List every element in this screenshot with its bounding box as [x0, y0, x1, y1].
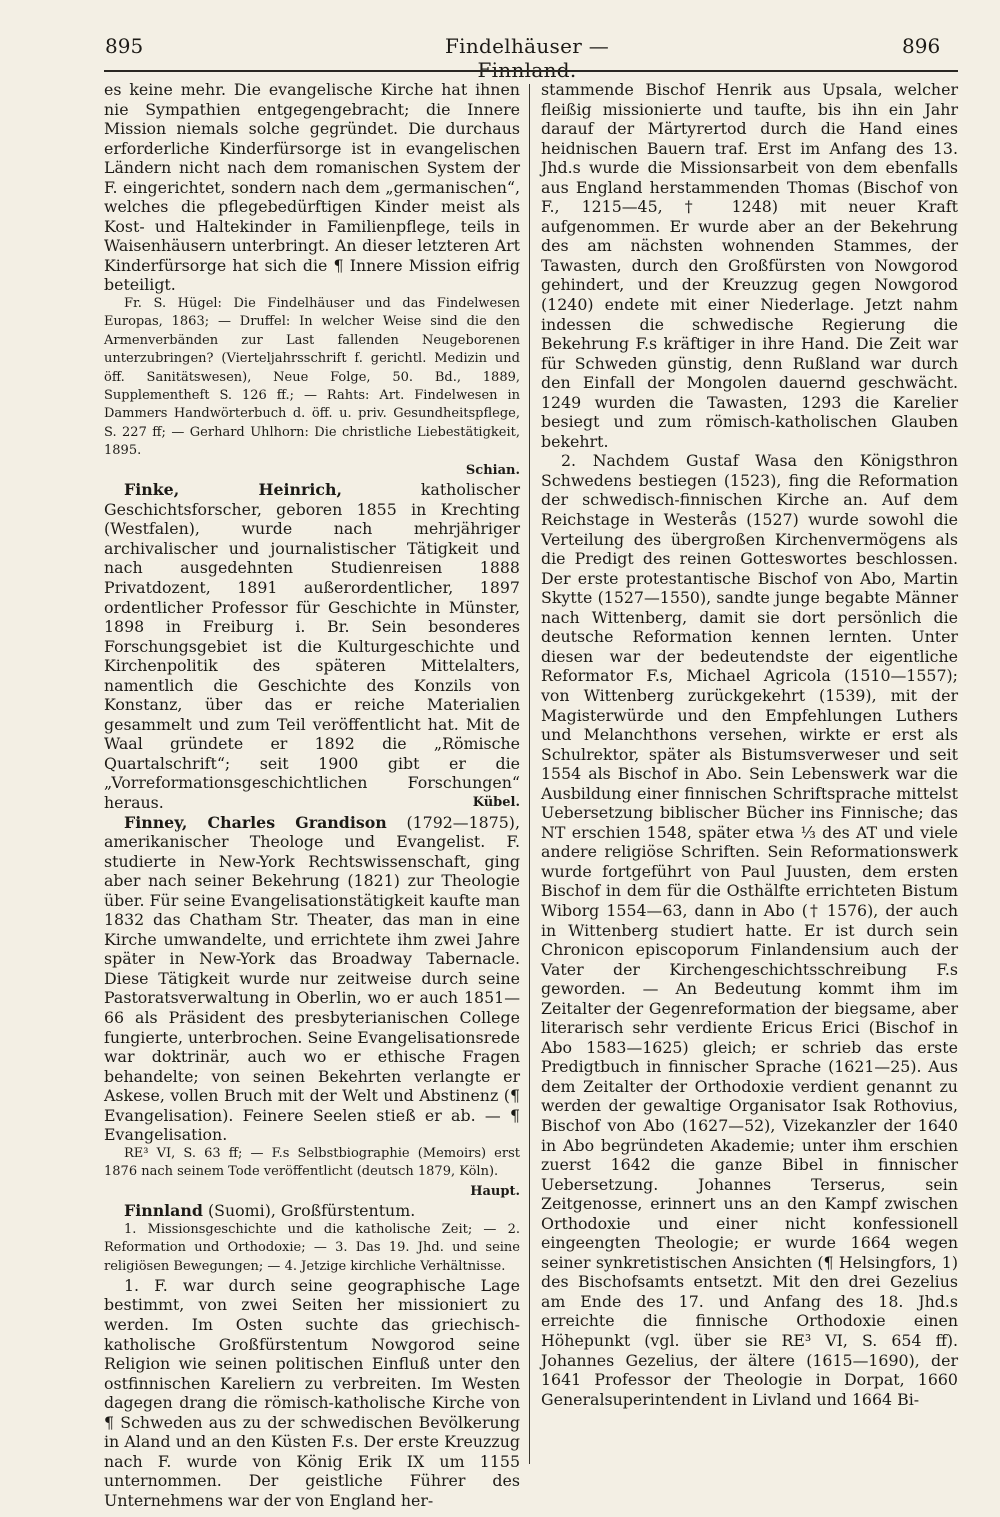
page-number-left: 895 — [105, 34, 144, 58]
literature-note: RE³ VI, S. 63 ff; — F.s Selbstbiographie (Memoirs) erst 1876 nach seinem Tode veröffentlicht (deutsch 1879, Köln). — [104, 1145, 520, 1180]
paragraph: 1. F. war durch seine geographische Lage bestimmt, von zwei Seiten her missioniert zu werden. Im Osten suchte das griechisch-katholische Großfürstentum Nowgorod seine Religion wie seinen politischen Einfluß unter den ostfinnischen Kareliern zu verbreiten. Im Westen dagegen drang die römisch-katholische Kirche von ¶ Schweden aus zu der schwedischen Bevölkerung in Aland und an den Küsten F.s. Der erste Kreuzzug nach F. wurde von König Erik IX um 1155 unternommen. Der geistliche Führer des Unternehmens war der von England her- — [104, 1275, 520, 1510]
entry-text: (1792—1875), amerikanischer Theologe und Evangelist. F. studierte in New-York Rechtswissenschaft, ging aber nach seiner Bekehrung (1821) zur Theologie über. Für seine Evangelisationstätigkeit kaufte man 1832 das Chatham Str. Theater, das man in eine Kirche umwandelte, und errichtete ihm zwei Jahre später in New-York das Broadway Tabernacle. Diese Tätigkeit wurde nur zeitweise durch seine Pastoratsverwaltung in Oberlin, wo er auch 1851—66 als Präsident des presbyterianischen College fungierte, unterbrochen. Seine Evangelisationsrede war doktrinär, auch wo er ethische Fragen behandelte; von seinen Bekehrten verlangte er Askese, vollen Bruch mit der Welt und Abstinenz (¶ Evangelisation). Feinere Seelen stieß er ab. — ¶ Evangelisation. — [104, 812, 520, 1145]
entry-finnland-heading — [104, 1201, 520, 1221]
entry-heading: Finney, Charles Grandison — [124, 812, 387, 832]
paragraph: es keine mehr. Die evangelische Kirche hat ihnen nie Sympathien entgegengebracht; die Innere Mission niemals solche gegründet. Die durchaus erforderliche Kinderfürsorge ist in evangelischen Ländern nicht nach dem romanischen System der F. eingerichtet, sondern nach dem „germanischen“, welches die pflegebedürftigen Kinder meist als Kost- und Haltekinder in Familienpflege, teils in Waisenhäusern unterbringt. An dieser letzteren Art Kinderfürsorge hat sich die ¶ Innere Mission eifrig beteiligt. — [104, 80, 520, 295]
page-number-right: 896 — [902, 34, 941, 58]
author-signature: Kübel. — [472, 794, 520, 810]
author-signature: Haupt. — [470, 1183, 520, 1199]
entry-finke — [104, 480, 520, 812]
entry-heading: Finke, Heinrich, — [124, 480, 342, 500]
author-signature: Schian. — [465, 462, 520, 478]
running-header — [0, 34, 1000, 82]
table-of-contents: 1. Missionsgeschichte und die katholische Zeit; — 2. Reformation und Orthodoxie; — 3. Das 19. Jhd. und seine religiösen Bewegungen; — 4. Jetzige kirchliche Verhältnisse. — [104, 1221, 520, 1274]
running-title: Findelhäuser — Finnland. — [444, 34, 610, 82]
paragraph: 2. Nachdem Gustaf Wasa den Königsthron Schwedens bestiegen (1523), fing die Reformation der schwedisch-finnischen Kirche an. Auf dem Reichstage in Westerås (1527) wurde sowohl die Verteilung des übergroßen Kirchenvermögens als die Predigt des reinen Gotteswortes beschlossen. Der erste protestantische Bischof von Abo, Martin Skytte (1527—1550), sandte junge begabte Männer nach Wittenberg, damit sie dort persönlich die deutsche Reformation kennen lernten. Unter diesen war der bedeutendste der eigentliche Reformator F.s, Michael Agricola (1510—1557); von Wittenberg zurückgekehrt (1539), mit der Magisterwürde und den Empfehlungen Luthers und Melanchthons versehen, wirkte er erst als Schulrektor, später als Bistumsverweser und seit 1554 als Bischof in Abo. Sein Lebenswerk war die Ausbildung einer finnischen Schriftsprache mittelst Uebersetzung biblischer Bücher ins Finnische; das NT erschien 1548, später etwa ⅓ des AT und viele andere religiöse Schriften. Sein Reformationswerk wurde fortgeführt von Paul Juusten, dem ersten Bischof in dem für die Osthälfte errichteten Bistum Wiborg 1554—63, dann in Abo († 1576), der auch in Wittenberg studiert hatte. Er ist durch sein Chronicon episcoporum Finlandensium auch der Vater der Kirchengeschichtsschreibung F.s geworden. — An Bedeutung kommt ihm im Zeitalter der Gegenreformation der biegsame, aber literarisch sehr verdiente Ericus Erici (Bischof in Abo 1583—1625) gleich; er schrieb das erste Predigtbuch in finnischer Sprache (1621—25). Aus dem Zeitalter der Orthodoxie verdient genannt zu werden der gewaltige Organisator Isak Rothovius, Bischof von Abo (1627—52), Vizekanzler der 1640 in Abo begründeten Akademie; unter ihm erschien zuerst 1642 die ganze Bibel in finnischer Uebersetzung. Johannes Terserus, sein Zeitgenosse, erinnert uns an den Kampf zwischen Orthodoxie und einer nicht konfessionell eingeengten Theologie; er wurde 1664 wegen seiner synkretistischen Ansichten (¶ Helsingfors, 1) des Bischofsamts entsetzt. Mit den drei Gezelius am Ende des 17. und Anfang des 18. Jhd.s erreichte die finnische Orthodoxie einen Höhepunkt (vgl. über sie RE³ VI, S. 654 ff). Johannes Gezelius, der ältere (1615—1690), der 1641 Professor der Theologie in Dorpat, 1660 Generalsuperintendent in Livland und 1664 Bi- — [541, 451, 958, 1409]
literature-note: Fr. S. Hügel: Die Findelhäuser und das Findelwesen Europas, 1863; — Druffel: In welcher Weise sind die den Armenverbänden zur Last fallenden Neugeborenen unterzubringen? (Vierteljahrsschrift f. gerichtl. Medizin und öff. Sanitätswesen), Neue Folge, 50. Bd., 1889, Supplementheft S. 126 ff.; — Rahts: Art. Findelwesen in Dammers Handwörterbuch d. öff. u. priv. Gesundheitspflege, S. 227 ff; — Gerhard Uhlhorn: Die christliche Liebestätigkeit, 1895. — [104, 296, 520, 459]
entry-text: katholischer Geschichtsforscher, geboren 1855 in Krechting (Westfalen), wurde nach mehrjähriger archivalischer und journalistischer Tätigkeit und nach ausgedehnten Studienreisen 1888 Privatdozent, 1891 außerordentlicher, 1897 ordentlicher Professor für Geschichte in Münster, 1898 in Freiburg i. Br. Sein besonderes Forschungsgebiet ist die Kulturgeschichte und Kirchenpolitik des späteren Mittelalters, namentlich die Geschichte des Konzils von Konstanz, über das er reiche Materialien gesammelt und zum Teil veröffentlicht hat. Mit de Waal gründete er 1892 die „Römische Quartalschrift“; seit 1900 gibt er die „Vorreformationsgeschichtlichen Forschungen“ heraus. — [104, 480, 520, 812]
entry-subtitle: (Suomi), Großfürstentum. — [208, 1201, 416, 1221]
left-column — [104, 80, 520, 1510]
entry-finney — [104, 813, 520, 1145]
column-divider — [529, 84, 530, 1464]
header-rule — [104, 70, 958, 72]
entry-heading: Finnland — [124, 1201, 203, 1221]
paragraph: stammende Bischof Henrik aus Upsala, welcher fleißig missionierte und taufte, bis ihn ein Jahr darauf der Märtyrertod durch die Hand eines heidnischen Bauern traf. Erst im Anfang des 13. Jhd.s wurde die Missionsarbeit von dem ebenfalls aus England herstammenden Thomas (Bischof von F., 1215—45, † 1248) mit neuer Kraft aufgenommen. Er wurde aber an der Bekehrung des am nächsten wohnenden Stammes, der Tawasten, durch den Großfürsten von Nowgorod gehindert, und der Kreuzzug gegen Nowgorod (1240) endete mit einer Niederlage. Jetzt nahm indessen die schwedische Regierung die Bekehrung F.s kräftiger in ihre Hand. Die Zeit war für Schweden günstig, denn Rußland war durch den Einfall der Mongolen dauernd geschwächt. 1249 wurden die Tawasten, 1293 die Karelier besiegt und zum römisch-katholischen Glauben bekehrt. — [541, 80, 958, 451]
right-column — [541, 80, 958, 1470]
